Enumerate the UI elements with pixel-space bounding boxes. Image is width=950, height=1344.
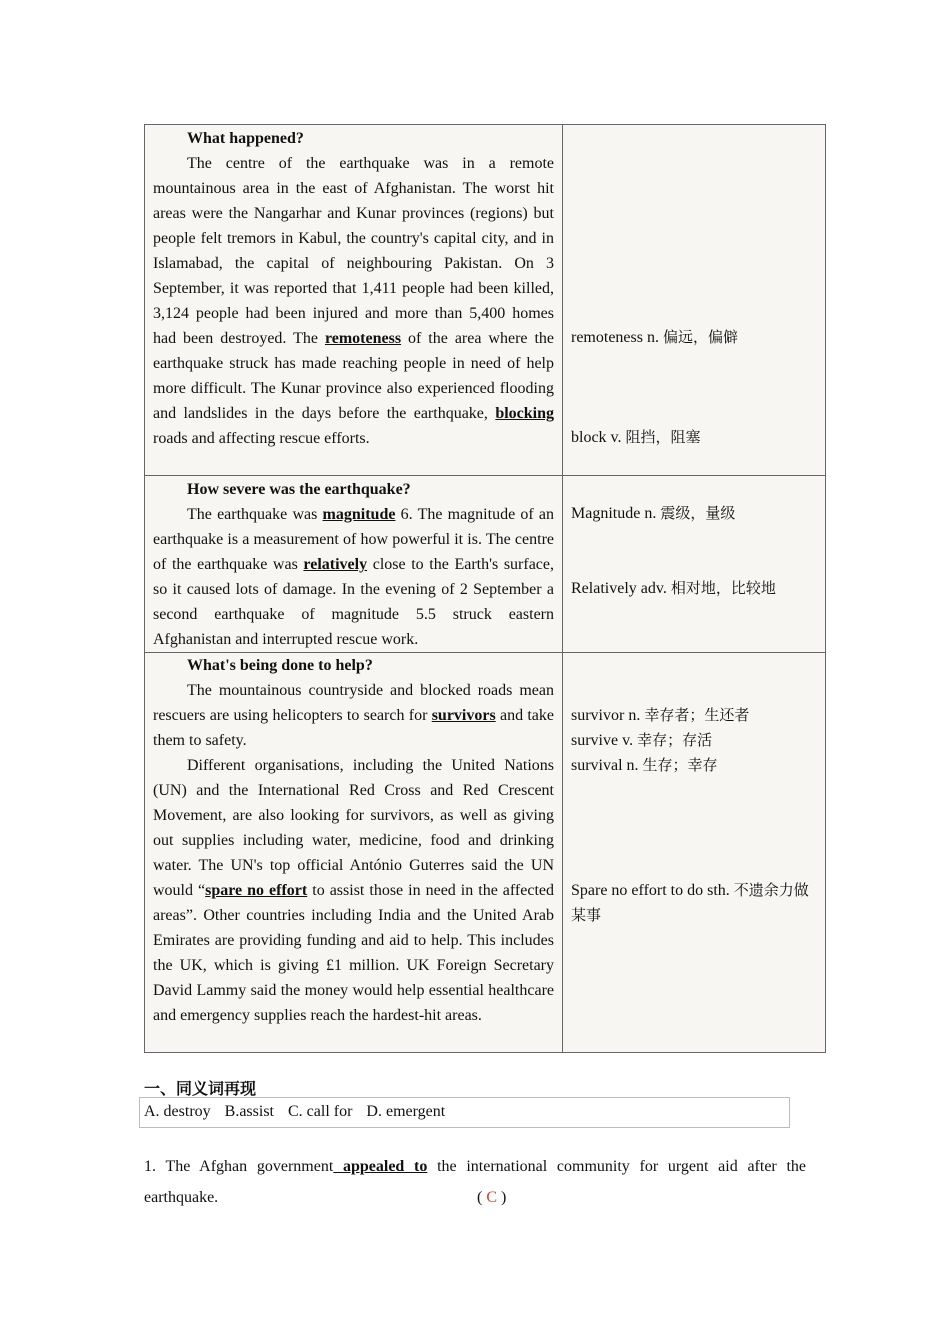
note-term: remoteness n.	[571, 329, 663, 346]
answer-slot	[477, 1185, 506, 1211]
text-run: the international community for urgent aid after the	[427, 1158, 807, 1175]
exercise-title: 一、同义词再现	[144, 1079, 257, 1098]
vocab-note	[571, 753, 819, 778]
text-run: to assist those in need in the affected areas”. Other countries including India and the United Arab Emirates are providing funding and aid to help. This includes the UK, which is giving £1 million. UK Foreign Secretary David Lammy said the money would help essential healthcare and emergency supplies reach the hardest-hit areas.	[153, 882, 555, 1024]
table-row	[145, 476, 826, 653]
text-run: Different organisations, including the United Nations (UN) and the International Red Cross and Red Crescent Movement, are also looking for survivors, as well as giving out supplies including water, medicine, food and drinking water. The UN's top official António Guterres said the UN would “	[153, 757, 554, 899]
answer-paren-open: (	[477, 1189, 487, 1206]
notes-cell	[563, 125, 826, 476]
text-run: 6. The magnitude of an earthquake is a measurement of how powerful it is. The centre of the earthquake was	[153, 506, 555, 573]
text-run: The earthquake was	[187, 506, 323, 523]
section-heading: How severe was the earthquake?	[187, 481, 411, 498]
note-meaning: 不遗余力做某事	[571, 881, 809, 924]
keyword-relatively: relatively	[303, 556, 368, 573]
keyword-survivors: survivors	[431, 707, 496, 724]
question-number: 1.	[144, 1158, 166, 1175]
passage-cell	[145, 125, 563, 476]
passage-cell	[145, 653, 563, 1053]
keyword-spare-no-effort: spare no effort	[205, 882, 308, 899]
option-b: B.assist	[224, 1103, 274, 1120]
keyword-remoteness: remoteness	[324, 330, 402, 347]
note-term: survive v.	[571, 732, 638, 749]
note-meaning: 幸存；存活	[637, 731, 713, 749]
reading-table	[144, 124, 826, 1053]
text-run: close to the Earth's surface, so it caused lots of damage. In the evening of 2 September a second earthquake of magnitude 5.5 struck eastern Afghanistan and interrupted rescue work.	[153, 556, 555, 648]
option-a: A. destroy	[144, 1103, 211, 1120]
text-run: of the area where the earthquake struck has made reaching people in need of help more difficult. The Kunar province also experienced flooding and landslides in the days before the earthquake,	[153, 330, 555, 422]
table-row	[145, 653, 826, 1053]
notes-cell	[563, 476, 826, 653]
note-term: survival n.	[571, 757, 643, 774]
text-run: and take them to safety.	[153, 707, 555, 749]
text-run: The Afghan government	[165, 1158, 334, 1175]
note-meaning: 偏远，偏僻	[662, 328, 738, 346]
section-paragraph	[153, 753, 554, 1028]
vocab-note	[571, 325, 819, 350]
note-meaning: 生存；幸存	[642, 756, 718, 774]
question-1	[144, 1148, 806, 1185]
text-run: roads and affecting rescue efforts.	[153, 430, 370, 447]
answer-paren-close: )	[497, 1189, 507, 1206]
section-heading: What's being done to help?	[187, 657, 373, 674]
vocab-note	[571, 425, 819, 450]
note-term: Magnitude n.	[571, 505, 661, 522]
section-paragraph	[153, 678, 554, 753]
passage-cell	[145, 476, 563, 653]
notes-cell	[563, 653, 826, 1053]
answer-value: C	[486, 1189, 497, 1206]
keyword-magnitude: magnitude	[322, 506, 396, 523]
note-term: block v.	[571, 429, 626, 446]
text-run: The centre of the earthquake was in a remote mountainous area in the east of Afghanistan. The worst hit areas were the Nangarhar and Kunar provinces (regions) but people felt tremors in Kabul, the country's capital city, and in Islamabad, the capital of neighbouring Pakistan. On 3 September, it was reported that 1,411 people had been killed, 3,124 people had been injured and more than 5,400 homes had been destroyed. The	[153, 155, 554, 347]
text-run: The mountainous countryside and blocked roads mean rescuers are using helicopters to search for	[153, 682, 554, 724]
option-d: D. emergent	[366, 1103, 446, 1120]
note-meaning: 阻挡，阻塞	[625, 428, 701, 446]
vocab-note	[571, 501, 819, 526]
options-box	[139, 1097, 790, 1128]
vocab-note	[571, 703, 819, 728]
keyword-blocking: blocking	[495, 405, 554, 422]
question-1-continued: earthquake.	[144, 1189, 219, 1206]
note-meaning: 相对地，比较地	[670, 579, 776, 597]
note-meaning: 幸存者；生还者	[644, 706, 750, 724]
note-term: Relatively adv.	[571, 580, 671, 597]
section-heading: What happened?	[187, 130, 304, 147]
note-term: survivor n.	[571, 707, 645, 724]
note-meaning: 震级，量级	[660, 504, 736, 522]
table-row	[145, 125, 826, 476]
section-paragraph	[153, 502, 554, 652]
vocab-note	[571, 878, 819, 928]
vocab-note	[571, 576, 819, 601]
vocab-note	[571, 728, 819, 753]
section-paragraph	[153, 151, 554, 451]
option-c: C. call for	[288, 1103, 353, 1120]
keyword-appealed-to: appealed to	[333, 1158, 428, 1175]
note-term: Spare no effort to do sth.	[571, 882, 734, 899]
